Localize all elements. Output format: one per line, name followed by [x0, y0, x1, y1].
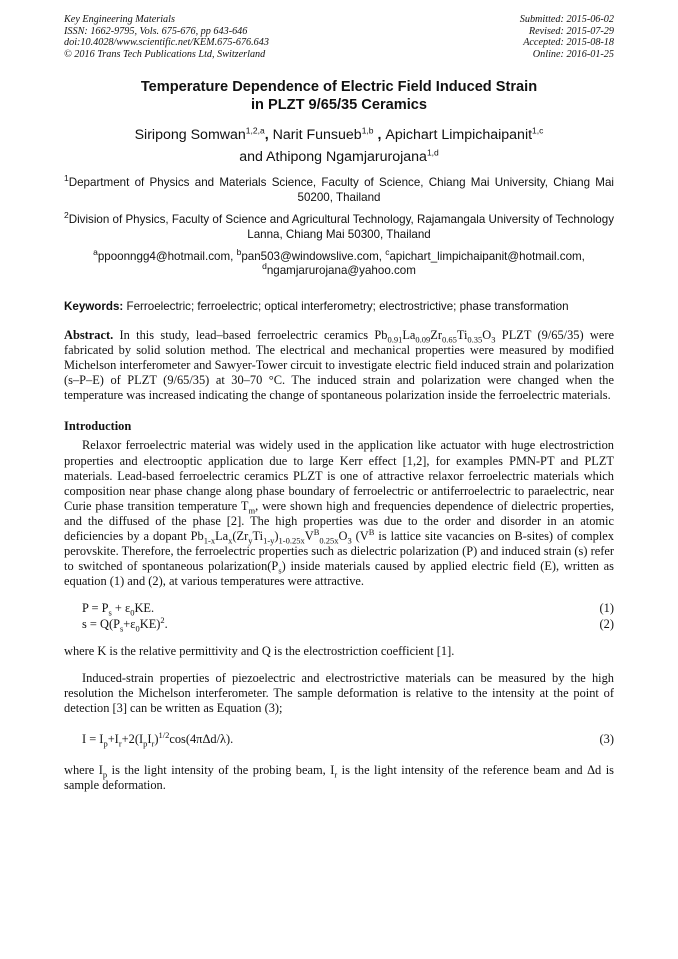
- journal-issn: ISSN: 1662-9795, Vols. 675-676, pp 643-646: [64, 25, 248, 37]
- email-a-marker: a: [93, 247, 98, 258]
- abstract-text: In this study, lead–based ferroelectric ceramics Pb: [119, 328, 388, 342]
- intro-sub: 3: [347, 535, 352, 546]
- equation-3-number: (3): [599, 731, 614, 746]
- intro-text: ) inside materials caused by applied electric field (E), written as equation (1) and (2), at various temperatures were attractive.: [64, 559, 614, 589]
- intro-sub: y: [248, 535, 253, 546]
- intro-text: Ti: [252, 529, 264, 544]
- intro-sup: B: [313, 526, 320, 537]
- email-b[interactable]: pan503@windowslive.com,: [241, 250, 382, 263]
- date-revised: Revised: 2015-07-29: [528, 25, 614, 37]
- abstract-text: La: [402, 328, 416, 342]
- intro-sup: B: [368, 526, 375, 537]
- title-line-1: Temperature Dependence of Electric Field Induced Strain: [140, 79, 538, 96]
- intro-sub: 1-x: [203, 535, 216, 546]
- author-emails: [64, 247, 614, 278]
- author-2-affiliation: 1,b: [361, 125, 374, 136]
- intro-sub: 1-y: [263, 535, 275, 546]
- intro-text: Relaxor ferroelectric material was widely used in the application like actuator with huge electrostriction properties and electrooptic application due to large Kerr effect [1,2], for examples PMN-PT and PLZT materials. Lead-based ferroelectric ceramics PLZT is one of attractive relaxor ferroelectric materials which composition near phase change along phase boundary of ferroelectric or antiferroelectric to paraelectric, near Curie phase transition temperature T: [64, 438, 614, 513]
- emails-line-1: [64, 247, 614, 264]
- abstract-text: Zr: [430, 328, 442, 342]
- abstract: [64, 328, 614, 403]
- journal-doi: doi:10.4028/www.scientific.net/KEM.675-676.643: [64, 37, 269, 49]
- submission-dates: [520, 14, 614, 60]
- intro-sub: x: [228, 535, 233, 546]
- keywords-label: Keywords:: [64, 300, 124, 313]
- author-1-affiliation: 1,2,a: [245, 125, 265, 136]
- email-b-marker: b: [236, 247, 242, 258]
- journal-copyright: © 2016 Trans Tech Publications Ltd, Switzerland: [64, 48, 266, 60]
- abstract-sub: 0.09: [415, 334, 431, 345]
- journal-name: Key Engineering Materials: [64, 14, 175, 25]
- date-submitted: Submitted: 2015-06-02: [519, 14, 614, 25]
- intro-paragraph-2: where K is the relative permittivity and Q is the electrostriction coefficient [1].: [64, 643, 455, 658]
- abstract-sub: 0.35: [467, 334, 483, 345]
- intro-text: , were shown high and frequencies dependence of dielectric properties, and the diffused of the phase [2]. The high properties was due to the order and disorder in an atomic deficiencies by a dopant Pb: [64, 498, 614, 544]
- abstract-text: PLZT (9/65/35) were fabricated by solid solution method. The electrical and mechanical properties were measured by modified Michelson interferometer and Sawyer-Tower circuit to investigate electric field induced strain and polarization (s–P–E) of PLZT (9/65/35) at 30–70 °C. The induced strain and polarization were changed when the temperature was increased indicating the change of spontaneous polarization inside the ferroelectric materials.: [64, 328, 614, 403]
- intro-text: V: [304, 529, 314, 544]
- equation-1-number: (1): [599, 601, 614, 616]
- equation-1-body: $P = P_s + \varepsilon_0KE$.: [82, 601, 155, 618]
- date-accepted: Accepted: 2015-08-18: [523, 37, 614, 49]
- abstract-label: Abstract.: [64, 328, 114, 342]
- author-4: Athipong Ngamjarurojana: [266, 149, 427, 166]
- journal-info: [64, 14, 269, 60]
- intro-text: (V: [351, 529, 369, 544]
- equation-2: [64, 614, 614, 633]
- intro-paragraph-1: [64, 438, 614, 589]
- author-conjunction: and: [239, 149, 263, 166]
- affiliation-2-text: Division of Physics, Faculty of Science and Agricultural Technology, Rajamangala University of Technology Lanna, Chiang Mai 50300, Thailand: [68, 213, 614, 241]
- affiliation-2-marker: 2: [64, 210, 69, 221]
- intro-paragraph-3: Induced-strain properties of piezoelectric and electrostrictive materials can be measured by the high resolution the Michelson interferometer. The sample deformation is relative to the intensity at the point of detection [3] can be written as Equation (3);: [64, 670, 614, 715]
- affiliation-1-text: Department of Physics and Materials Science, Faculty of Science, Chiang Mai University, Chiang Mai 50200, Thailand: [68, 176, 614, 204]
- affiliation-2: [64, 210, 614, 242]
- intro-sub: m: [248, 505, 256, 516]
- abstract-text: O: [482, 328, 492, 342]
- author-3: Apichart Limpichaipanit: [385, 127, 533, 144]
- affiliation-1: [64, 173, 614, 205]
- date-online: Online: 2016-01-25: [532, 48, 614, 60]
- equation-3: [64, 729, 614, 749]
- keywords: [64, 300, 614, 314]
- intro-text: is lattice site vacancies on B-sites) of complex perovskite. Therefore, the ferroelectric properties such as dielectric polarization (P) and induced strain (s) refer to switched of spontaneous polarization(P: [64, 529, 614, 574]
- title-line-2: in PLZT 9/65/35 Ceramics: [250, 97, 428, 114]
- intro-text: ): [274, 529, 279, 544]
- intro-sub: 0.25x: [319, 535, 339, 546]
- email-d-marker: d: [262, 261, 267, 272]
- equation-2-body: $s = Q(P_s+\varepsilon_0KE)^2$.: [82, 614, 168, 633]
- author-1: Siripong Somwan: [134, 127, 246, 144]
- equations-1-2: [64, 601, 614, 631]
- intro-text: (Zr: [232, 529, 249, 544]
- abstract-sub: 0.65: [441, 334, 457, 345]
- equation-2-number: (2): [599, 616, 614, 631]
- author-4-affiliation: 1,d: [426, 147, 439, 158]
- keywords-text: Ferroelectric; ferroelectric; optical interferometry; electrostrictive; phase transformation: [126, 300, 569, 313]
- affiliation-1-marker: 1: [64, 173, 69, 184]
- abstract-sub: 3: [491, 334, 496, 345]
- email-c[interactable]: apichart_limpichaipanit@hotmail.com,: [389, 250, 585, 263]
- intro-sub: 1-0.25x: [278, 535, 305, 546]
- equation-3-block: [64, 729, 614, 749]
- email-c-marker: c: [385, 247, 390, 258]
- author-2: Narit Funsueb: [272, 127, 362, 144]
- section-heading-introduction: Introduction: [64, 419, 132, 434]
- authors-line-1: Siripong Somwan$^{1,2,a}$, Narit Funsueb$^{1,b}$ , Apichart Limpichaipanit$^{1,c}$: [134, 125, 544, 144]
- equation-3-body: $I = I_p+I_r+2(I_pI_r)^{1/2}\cos(4\pi\Delta d/\lambda)$.: [82, 729, 234, 749]
- intro-text: O: [338, 529, 348, 544]
- intro-paragraph-4: where $I_p$ is the light intensity of the probing beam, $I_r$ is the light intensity of the reference beam and Δd is sample deformation.: [64, 763, 614, 793]
- author-list: [64, 124, 614, 168]
- equation-1: [64, 601, 614, 616]
- email-a[interactable]: ppoonngg4@hotmail.com,: [97, 250, 234, 263]
- author-3-affiliation: 1,c: [532, 125, 544, 136]
- authors-line-2: [64, 146, 614, 168]
- abstract-sub: 0.91: [387, 334, 403, 345]
- emails-line-2: [64, 261, 614, 278]
- email-d[interactable]: ngamjarurojana@yahoo.com: [266, 264, 416, 277]
- journal-header: [64, 14, 614, 60]
- paper-title: [64, 78, 614, 114]
- abstract-text: Ti: [456, 328, 468, 342]
- intro-sub: s: [278, 565, 282, 576]
- intro-text: La: [215, 529, 229, 544]
